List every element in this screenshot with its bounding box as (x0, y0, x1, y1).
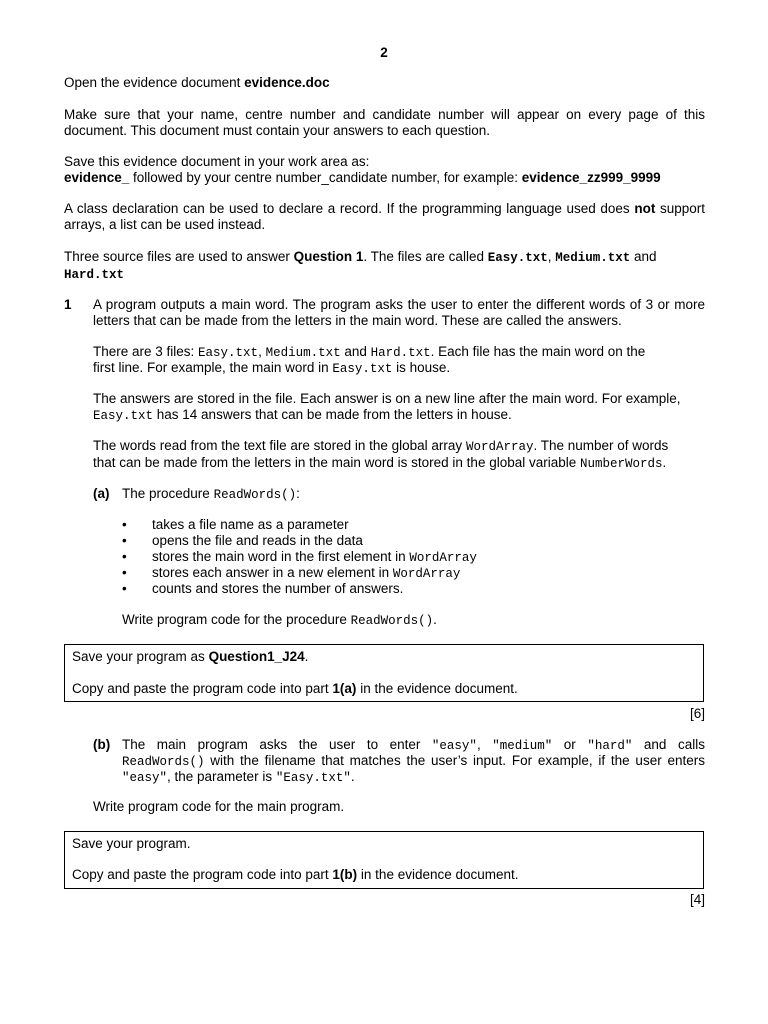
files-line2 (93, 360, 705, 377)
comma: , (547, 249, 556, 264)
page-number: 2 (380, 45, 388, 60)
part-a-instruction-box (64, 644, 704, 702)
part-b-instruction-box (64, 831, 704, 889)
answers-line1: The answers are stored in the file. Each answer is on a new line after the main word. For example, (93, 391, 681, 406)
copy-instruction (72, 867, 692, 883)
bullet-item (152, 549, 705, 566)
comma: , (258, 344, 266, 359)
file-easy-code: Easy.txt (198, 346, 259, 360)
part-b-line3 (122, 769, 705, 786)
bullet-icon: • (122, 517, 127, 532)
file-medium: Medium.txt (555, 251, 631, 265)
period: . (304, 649, 309, 664)
files-line2-post: is house. (392, 360, 451, 375)
evidence-example: evidence_zz999_9999 (521, 170, 661, 185)
medium-code: "medium" (492, 739, 553, 753)
part-b-text: and calls (632, 737, 705, 752)
save-filename: Question1_J24 (208, 649, 305, 664)
files-line1 (93, 344, 705, 361)
save-evidence-line1: Save this evidence document in your work area as: (64, 154, 370, 169)
period: . (662, 455, 667, 470)
bullet-text: stores each answer in a new element in (152, 565, 393, 580)
question-intro: A program outputs a main word. The program asks the user to enter the different words of 3 or more letters that can be made from the letters in the main word. These are called the answers. (93, 297, 705, 328)
wordarray-line2 (93, 455, 705, 472)
part-b-line2 (122, 753, 705, 770)
bullet-icon: • (122, 533, 127, 548)
part-b-label: (b) (93, 737, 111, 752)
wordarray-line1 (93, 438, 705, 455)
bullet-icon: • (122, 549, 127, 564)
easy-code: "easy" (431, 739, 477, 753)
bullet-item: takes a file name as a parameter (152, 517, 349, 532)
make-sure-instruction: Make sure that your name, centre number and candidate number will appear on every page of this document. This document must contain your answers to each question. (64, 107, 705, 138)
class-pre: A class declaration can be used to declare a record. If the programming language used does (64, 201, 635, 216)
write-text: Write program code for the procedure (122, 612, 351, 627)
question-ref: Question 1 (293, 249, 364, 264)
bullet-item (152, 565, 705, 582)
copy-post: in the evidence document. (356, 681, 518, 696)
readwords-code: ReadWords() (122, 755, 205, 769)
file-medium-code: Medium.txt (265, 346, 341, 360)
and-text: and (340, 344, 371, 359)
part-a-label: (a) (93, 486, 110, 501)
part-b-text: The main program asks the user to enter (122, 737, 432, 752)
bullet-icon: • (122, 565, 127, 580)
bullet-item: counts and stores the number of answers. (152, 581, 404, 596)
save-evidence-line2 (64, 170, 705, 186)
file-easy-code: Easy.txt (332, 362, 393, 376)
easy-code: "easy" (122, 771, 168, 785)
part-b-write: Write program code for the main program. (93, 799, 345, 814)
copy-pre: Copy and paste the program code into part (72, 867, 333, 882)
bullet-text: stores the main word in the first element in (152, 549, 410, 564)
file-easy: Easy.txt (487, 251, 548, 265)
colon: : (296, 486, 300, 501)
files-pre: There are 3 files: (93, 344, 199, 359)
wordarray-code: WordArray (465, 440, 534, 454)
part-b-line1 (122, 737, 705, 754)
open-evidence-instruction (64, 75, 705, 91)
save-mid-text: followed by your centre number_candidate number, for example: (129, 170, 522, 185)
part-b-marks: [4] (689, 892, 705, 907)
save-pre: Save your program as (72, 649, 209, 664)
part-ref: 1(b) (332, 867, 358, 882)
part-b-text: with the filename that matches the user’s input. For example, if the user enters (204, 753, 705, 768)
part-ref: 1(a) (332, 681, 357, 696)
bullet-item: opens the file and reads in the data (152, 533, 363, 548)
period: . (350, 769, 355, 784)
source-files-line1 (64, 249, 705, 266)
source-files-line2 (64, 266, 705, 283)
part-a-marks: [6] (689, 706, 705, 721)
period: . (433, 612, 437, 627)
question-number: 1 (64, 297, 72, 312)
part-a-write (122, 612, 705, 629)
class-declaration-note (64, 201, 705, 233)
three-pre: Three source files are used to answer (64, 249, 294, 264)
file-hard: Hard.txt (64, 268, 125, 282)
and-text: and (630, 249, 657, 264)
comma: , (476, 737, 493, 752)
copy-post: in the evidence document. (357, 867, 519, 882)
answers-line2 (93, 407, 705, 424)
open-text: Open the evidence document (64, 75, 245, 90)
wordarray-code: WordArray (409, 551, 477, 565)
or-text: or (552, 737, 588, 752)
class-not: not (634, 201, 656, 216)
save-instruction: Save your program. (72, 836, 191, 851)
easy-file-code: "Easy.txt" (275, 771, 351, 785)
copy-pre: Copy and paste the program code into part (72, 681, 333, 696)
numberwords-pre: that can be made from the letters in the main word is stored in the global variable (93, 455, 581, 470)
save-instruction (72, 649, 692, 665)
readwords-code: ReadWords() (350, 614, 434, 628)
wordarray-code: WordArray (392, 567, 461, 581)
part-a-intro-text: The procedure (122, 486, 214, 501)
three-mid: . The files are called (363, 249, 488, 264)
answers-line2-text: has 14 answers that can be made from the letters in house. (153, 407, 512, 422)
part-b-text: , the parameter is (167, 769, 276, 784)
file-easy-code: Easy.txt (93, 409, 154, 423)
file-hard-code: Hard.txt (370, 346, 431, 360)
numberwords-code: NumberWords (580, 457, 663, 471)
wordarray-pre: The words read from the text file are stored in the global array (93, 438, 466, 453)
files-line2-pre: first line. For example, the main word in (93, 360, 333, 375)
wordarray-post: . The number of words (533, 438, 669, 453)
part-a-intro (122, 486, 705, 503)
bullet-icon: • (122, 581, 127, 596)
copy-instruction (72, 681, 692, 697)
evidence-filename: evidence.doc (244, 75, 330, 90)
hard-code: "hard" (587, 739, 633, 753)
files-post: . Each file has the main word on the (430, 344, 646, 359)
evidence-prefix: evidence_ (64, 170, 130, 185)
readwords-code: ReadWords() (213, 488, 297, 502)
class-post: support arrays, a list can be used instead. (64, 201, 705, 232)
